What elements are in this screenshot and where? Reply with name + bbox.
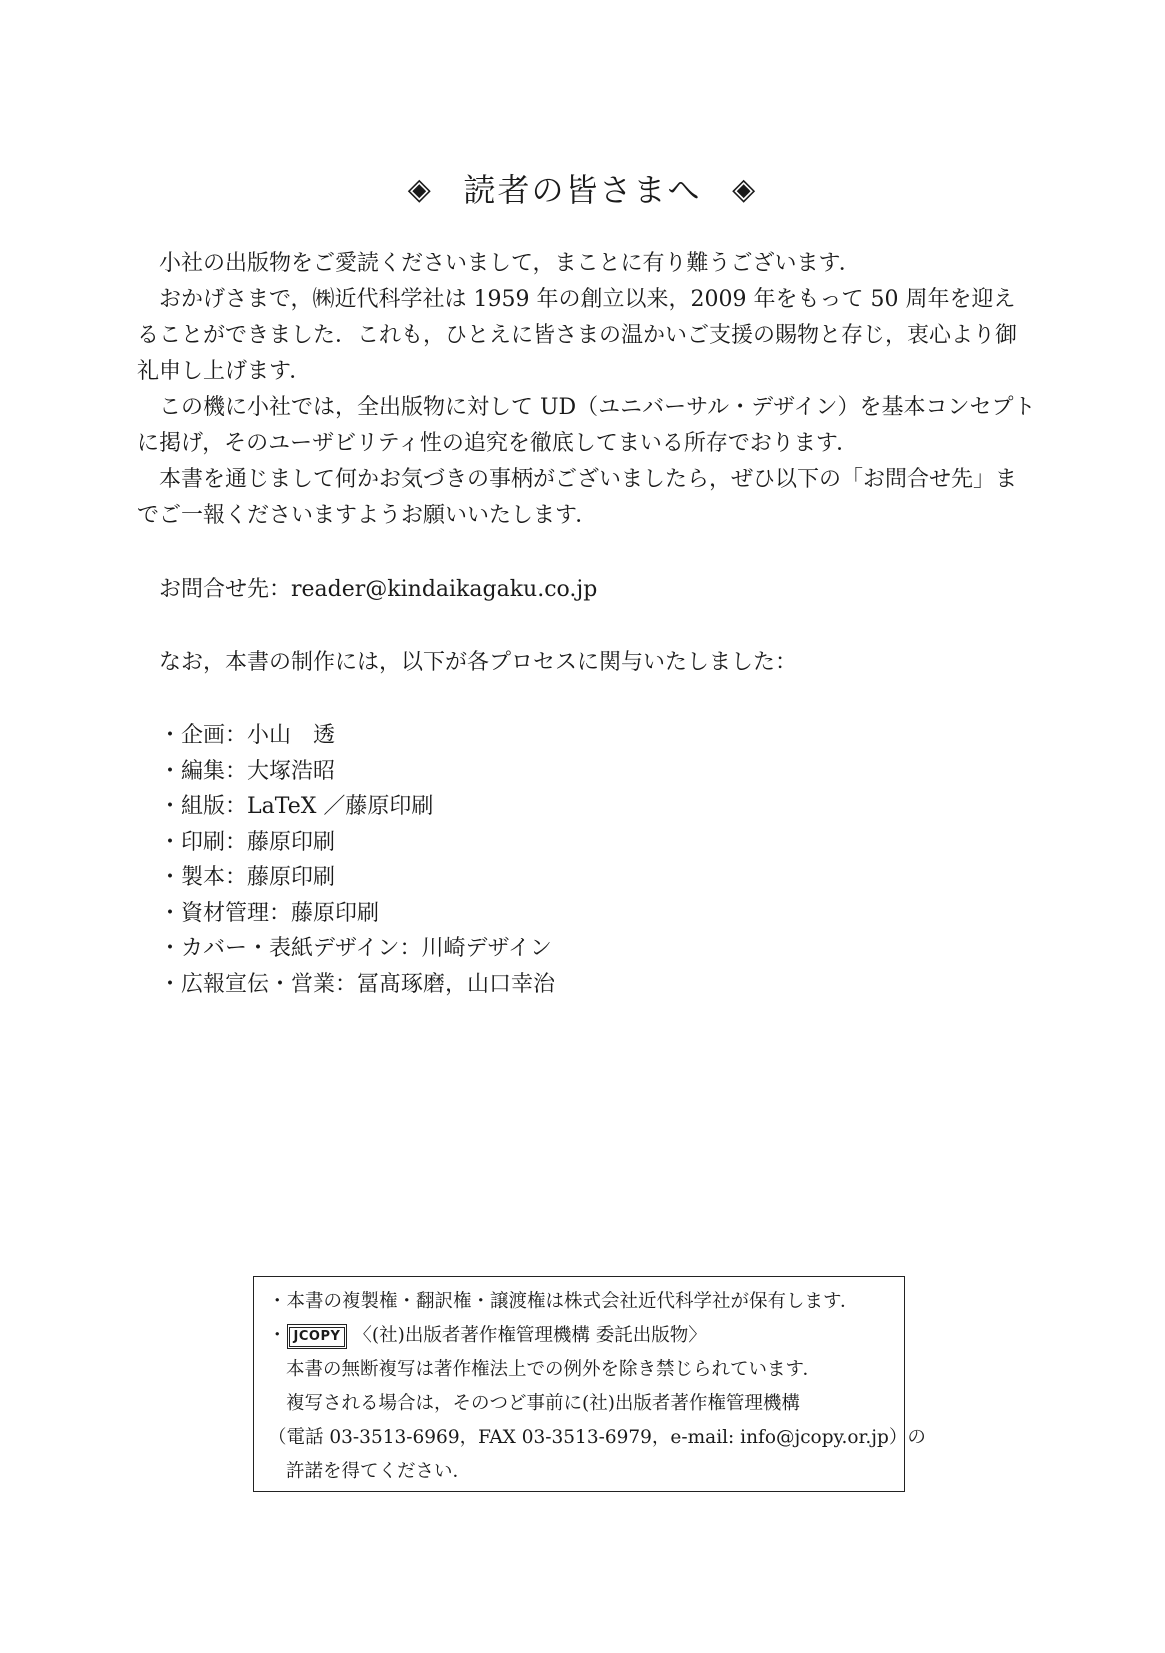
credit-role: ・カバー・表紙デザイン： bbox=[159, 936, 422, 961]
credits-list bbox=[159, 718, 555, 1002]
credit-role: ・編集： bbox=[159, 758, 248, 784]
list-item bbox=[159, 967, 555, 1003]
jcopy-logo-text: JCOPY bbox=[289, 1327, 346, 1347]
jcopy-logo-icon bbox=[287, 1324, 348, 1349]
credits-intro: なお，本書の制作には，以下が各プロセスに関与いたしました： bbox=[159, 650, 798, 675]
credit-role: ・資材管理： bbox=[159, 900, 292, 926]
credit-value: 川崎デザイン bbox=[421, 936, 552, 961]
list-item bbox=[159, 754, 555, 790]
credit-role: ・製本： bbox=[159, 865, 248, 890]
paragraph: 小社の出版物をご愛読くださいまして，まことに有り難うございます． bbox=[159, 251, 861, 276]
contact-line bbox=[159, 572, 597, 608]
list-item bbox=[159, 718, 555, 754]
paragraph: この機に小社では，全出版物に対して UD（ユニバーサル・デザイン）を基本コンセプトに掲げ，そのユーザビリティ性の追究を徹底してまいる所存でおります． bbox=[137, 395, 1036, 456]
credit-role: ・組版： bbox=[159, 794, 248, 819]
credit-role: ・広報宣伝・営業： bbox=[159, 971, 358, 997]
credit-value: 藤原印刷 bbox=[247, 865, 336, 890]
notice-line: 本書の無断複写は著作権法上での例外を除き禁じられています． bbox=[286, 1359, 822, 1380]
list-item bbox=[159, 860, 555, 896]
page-title bbox=[0, 168, 1165, 212]
notice-text: 〈(社)出版者著作権管理機構 委託出版物〉 bbox=[353, 1325, 707, 1346]
contact-email: reader@kindaikagaku.co.jp bbox=[291, 577, 598, 602]
paragraph: 本書を通じまして何かお気づきの事柄がございましたら，ぜひ以下の「お問合せ先」までご一報くださいますようお願いいたします． bbox=[137, 467, 1018, 528]
credit-value: 藤原印刷 bbox=[291, 900, 380, 926]
notice-line: 複写される場合は，そのつど事前に(社)出版者著作権管理機構 bbox=[286, 1393, 800, 1414]
diamond-ornament-icon: ◈ bbox=[732, 172, 758, 207]
notice-line: （電話 03-3513-6969，FAX 03-3513-6979，e-mail: info@jcopy.or.jp）の bbox=[268, 1427, 926, 1448]
notice-line: 許諾を得てください． bbox=[286, 1461, 472, 1482]
greeting-body bbox=[137, 246, 1037, 534]
list-item bbox=[159, 931, 555, 967]
list-item bbox=[159, 896, 555, 932]
diamond-ornament-icon: ◈ bbox=[407, 172, 433, 207]
list-item bbox=[159, 789, 555, 825]
credit-value: 藤原印刷 bbox=[247, 829, 336, 855]
credit-role: ・企画： bbox=[159, 723, 248, 748]
credit-role: ・印刷： bbox=[159, 829, 248, 855]
paragraph: おかげさまで，㈱近代科学社は 1959 年の創立以来，2009 年をもって 50 周年を迎えることができました．これも，ひとえに皆さまの温かいご支援の賜物と存じ，衷心より御礼申し上げます． bbox=[137, 287, 1018, 384]
notice-bullet: ・ bbox=[268, 1325, 287, 1346]
page-title-text: 読者の皆さまへ bbox=[463, 171, 702, 209]
credit-value: 冨髙琢磨，山口幸治 bbox=[357, 971, 556, 997]
notice-line: ・本書の複製権・翻訳権・譲渡権は株式会社近代科学社が保有します． bbox=[268, 1291, 859, 1312]
list-item bbox=[159, 825, 555, 861]
contact-label: お問合せ先： bbox=[159, 577, 292, 602]
notice-line-jcopy bbox=[268, 1319, 904, 1353]
credit-value: 小山 透 bbox=[247, 723, 336, 748]
credit-value: 大塚浩昭 bbox=[247, 758, 336, 784]
credit-value: LaTeX ／藤原印刷 bbox=[247, 794, 434, 819]
copyright-notice-box bbox=[253, 1276, 926, 1492]
